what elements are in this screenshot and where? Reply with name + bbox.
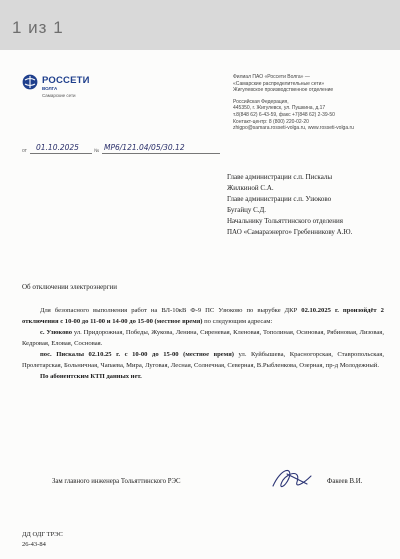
letter-subject: Об отключении электроэнергии bbox=[22, 283, 118, 291]
addressee-line: Жилкиной С.А. bbox=[227, 184, 274, 192]
org-line: т.8(848 62) 6-43-59, факс +7(848 62) 2-39-50 bbox=[233, 111, 335, 118]
addressee-line: Главе администрации с.п. Узюково bbox=[227, 195, 332, 203]
footer-line: 26-43-84 bbox=[22, 540, 46, 548]
number-label: № bbox=[94, 148, 100, 154]
handwritten-signature bbox=[267, 464, 319, 494]
addressee-line: ПАО «Самараэнерго» Гребенникову А.Ю. bbox=[227, 228, 353, 236]
addressees bbox=[227, 172, 399, 238]
signatory-position: Зам главного инженера Тольяттинского РЭС bbox=[52, 478, 181, 485]
executor-footer bbox=[22, 530, 63, 549]
org-line: Филиал ПАО «Россети Волга» — bbox=[233, 74, 310, 80]
addressee-line: Главе администрации с.п. Пискалы bbox=[227, 173, 333, 181]
document-reference bbox=[22, 142, 222, 156]
signature-block bbox=[22, 470, 392, 500]
body-paragraph: Для безопасного выполнения работ на ВЛ-10кВ Ф-9 ПС Узюково по вырубке ДКР 02.10.2025 г. произойдёт 2 отключения с 10-00 до 11-00 и 14-00 до 15-00 (местное время) по следующим адресам: bbox=[22, 307, 384, 325]
company-logo bbox=[22, 72, 142, 108]
org-line: 445350, г. Жигулевск, ул. Пушкина, д.17 bbox=[233, 105, 326, 112]
addressee-line: Бугайцу С.Д. bbox=[227, 206, 267, 214]
date-label: от bbox=[22, 148, 27, 154]
body-paragraph: пос. Пискалы 02.10.25 г. с 10-00 до 15-00 (местное время) ул. Куйбышева, Красногорская, Ставропольская, Пролетарская, Больничная, Чапаева, Мира, Луговая, Лесная, Солнечная, Северная, В.Рыбленкова, Озерная, пр-д Молодежный. bbox=[22, 351, 384, 369]
logo-name: РОССЕТИ bbox=[42, 75, 90, 86]
rosseti-logo-icon bbox=[22, 74, 38, 90]
org-line: «Самарские распределительные сети» bbox=[233, 80, 325, 87]
signatory-name: Факеев В.И. bbox=[327, 478, 363, 485]
footer-line: ДД ОДГ ТРЭС bbox=[22, 531, 63, 538]
org-line: Российская Федерация, bbox=[233, 98, 289, 105]
body-paragraph: с. Узюково ул. Придорожная, Победы, Жукова, Ленина, Сиреневая, Кленовая, Тополиная, Осиновая, Рябиновая, Лизовая, Кедровая, Еловая, Сосновая. bbox=[22, 329, 384, 347]
logo-subtitle: ВОЛГА bbox=[42, 86, 58, 91]
logo-subtitle-2: Самарские сети bbox=[42, 93, 76, 98]
letter-body bbox=[22, 305, 384, 382]
document-date: 01.10.2025 bbox=[36, 143, 79, 152]
organization-details bbox=[233, 74, 393, 132]
body-paragraph: По абонентским КТП данных нет. bbox=[40, 373, 142, 380]
org-line: Жигулевское производственное отделение bbox=[233, 87, 334, 94]
document-number: МР6/121.04/05/30.12 bbox=[104, 143, 185, 152]
org-line: zhigpo@samara.rosseti-volga.ru, www.rosseti-volga.ru bbox=[233, 125, 354, 132]
addressee-line: Начальнику Тольяттинского отделения bbox=[227, 217, 343, 225]
org-line: Контакт-центр: 8 (800) 220-02-20 bbox=[233, 118, 309, 125]
page-counter: 1 из 1 bbox=[12, 18, 64, 37]
viewer-toolbar bbox=[0, 0, 400, 50]
